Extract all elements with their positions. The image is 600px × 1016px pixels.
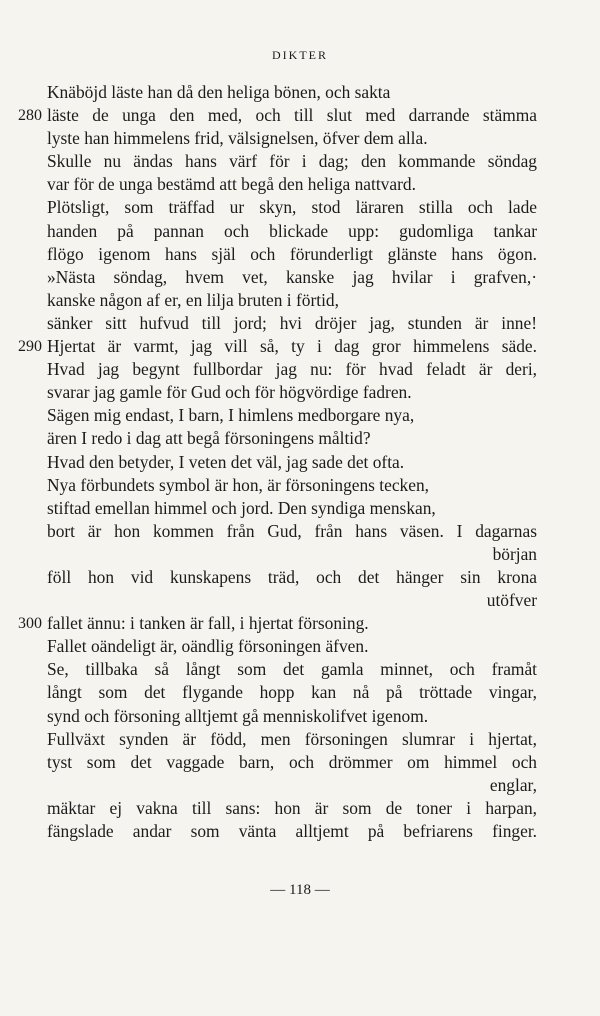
- line-text: svarar jag gamle för Gud och för högvördige fadren.: [47, 382, 412, 403]
- poem-line: [0, 81, 600, 104]
- line-text: Nya förbundets symbol är hon, är försoningens tecken,: [47, 474, 430, 495]
- poem-line: [0, 728, 600, 751]
- poem-line: [0, 658, 600, 681]
- line-text: föll hon vid kunskapens träd, och det hänger sin krona: [47, 566, 537, 587]
- line-text: »Nästa söndag, hvem vet, kanske jag hvilar i grafven,·: [47, 266, 537, 287]
- poem-line: [0, 104, 600, 127]
- poem-line: [0, 751, 600, 774]
- line-text: lyste han himmelens frid, välsignelsen, öfver dem alla.: [47, 128, 428, 149]
- line-text: tyst som det vaggade barn, och drömmer om himmel och: [47, 751, 537, 772]
- line-text: läste de unga den med, och till slut med darrande stämma: [47, 105, 537, 126]
- line-number: 290: [18, 338, 42, 356]
- poem-line: [0, 474, 600, 497]
- poem-line: [0, 127, 600, 150]
- poem-line: [0, 381, 600, 404]
- line-text: fallet ännu: i tanken är fall, i hjertat försoning.: [47, 613, 369, 634]
- line-text: Knäböjd läste han då den heliga bönen, och sakta: [47, 82, 391, 102]
- poem-line: [0, 220, 600, 243]
- poem-body: [0, 81, 600, 843]
- poem-line: [0, 543, 600, 566]
- poem-line: [0, 289, 600, 312]
- poem-line: [0, 335, 600, 358]
- running-header: DIKTER: [272, 48, 328, 62]
- line-text: Plötsligt, som träffad ur skyn, stod läraren stilla och lade: [47, 197, 537, 218]
- line-text: ären I redo i dag att begå försoningens måltid?: [47, 428, 371, 449]
- line-text: bort är hon kommen från Gud, från hans väsen. I dagarnas: [47, 520, 537, 541]
- poem-line: [0, 589, 600, 612]
- line-text: Se, tillbaka så långt som det gamla minnet, och framåt: [47, 659, 537, 680]
- poem-line: [0, 705, 600, 728]
- line-number: 300: [18, 615, 42, 633]
- poem-line: [0, 150, 600, 173]
- line-text: stiftad emellan himmel och jord. Den syndiga menskan,: [47, 497, 436, 518]
- poem-line: [0, 196, 600, 219]
- poem-line: [0, 451, 600, 474]
- line-text: Fullväxt synden är född, men försoningen slumrar i hjertat,: [47, 728, 537, 749]
- poem-line: [0, 635, 600, 658]
- poem-line: [0, 266, 600, 289]
- line-text: Hvad jag begynt fullbordar jag nu: för hvad feladt är deri,: [47, 359, 537, 380]
- line-text: kanske någon af er, en lilja bruten i förtid,: [47, 289, 339, 310]
- line-text: utöfver: [486, 590, 537, 611]
- poem-line: [0, 612, 600, 635]
- poem-line: [0, 520, 600, 543]
- line-text: englar,: [489, 774, 537, 795]
- poem-line: [0, 404, 600, 427]
- line-text: mäktar ej vakna till sans: hon är som de toner i harpan,: [47, 797, 537, 818]
- poem-line: [0, 173, 600, 196]
- poem-line: [0, 681, 600, 704]
- poem-line: [0, 774, 600, 797]
- line-text: synd och försoning alltjemt gå menniskolifvet igenom.: [47, 705, 429, 726]
- poem-line: [0, 566, 600, 589]
- line-text: Skulle nu ändas hans värf för i dag; den kommande söndag: [47, 151, 537, 172]
- line-text: handen på pannan och blickade upp: gudomliga tankar: [47, 220, 537, 241]
- line-text: Hvad den betyder, I veten det väl, jag sade det ofta.: [47, 451, 405, 472]
- line-text: Hjertat är varmt, jag vill så, ty i dag gror himmelens säde.: [47, 336, 537, 357]
- line-text: Fallet oändeligt är, oändlig försoningen äfven.: [47, 636, 369, 657]
- line-text: flögo igenom hans själ och förunderligt glänste hans ögon.: [47, 243, 537, 264]
- line-text: början: [492, 543, 537, 564]
- line-text: var för de unga bestämd att begå den heliga nattvard.: [47, 174, 416, 195]
- line-text: Sägen mig endast, I barn, I himlens medborgare nya,: [47, 405, 415, 426]
- poem-line: [0, 243, 600, 266]
- poem-line: [0, 820, 600, 843]
- page-number: — 118 —: [270, 882, 330, 898]
- poem-line: [0, 358, 600, 381]
- poem-line: [0, 312, 600, 335]
- line-text: fängslade andar som vänta alltjemt på befriarens finger.: [47, 821, 537, 841]
- poem-line: [0, 427, 600, 450]
- line-text: sänker sitt hufvud till jord; hvi dröjer jag, stunden är inne!: [47, 312, 537, 333]
- poem-line: [0, 797, 600, 820]
- line-number: 280: [18, 107, 42, 125]
- line-text: långt som det flygande hopp kan nå på tröttade vingar,: [47, 682, 537, 703]
- poem-line: [0, 497, 600, 520]
